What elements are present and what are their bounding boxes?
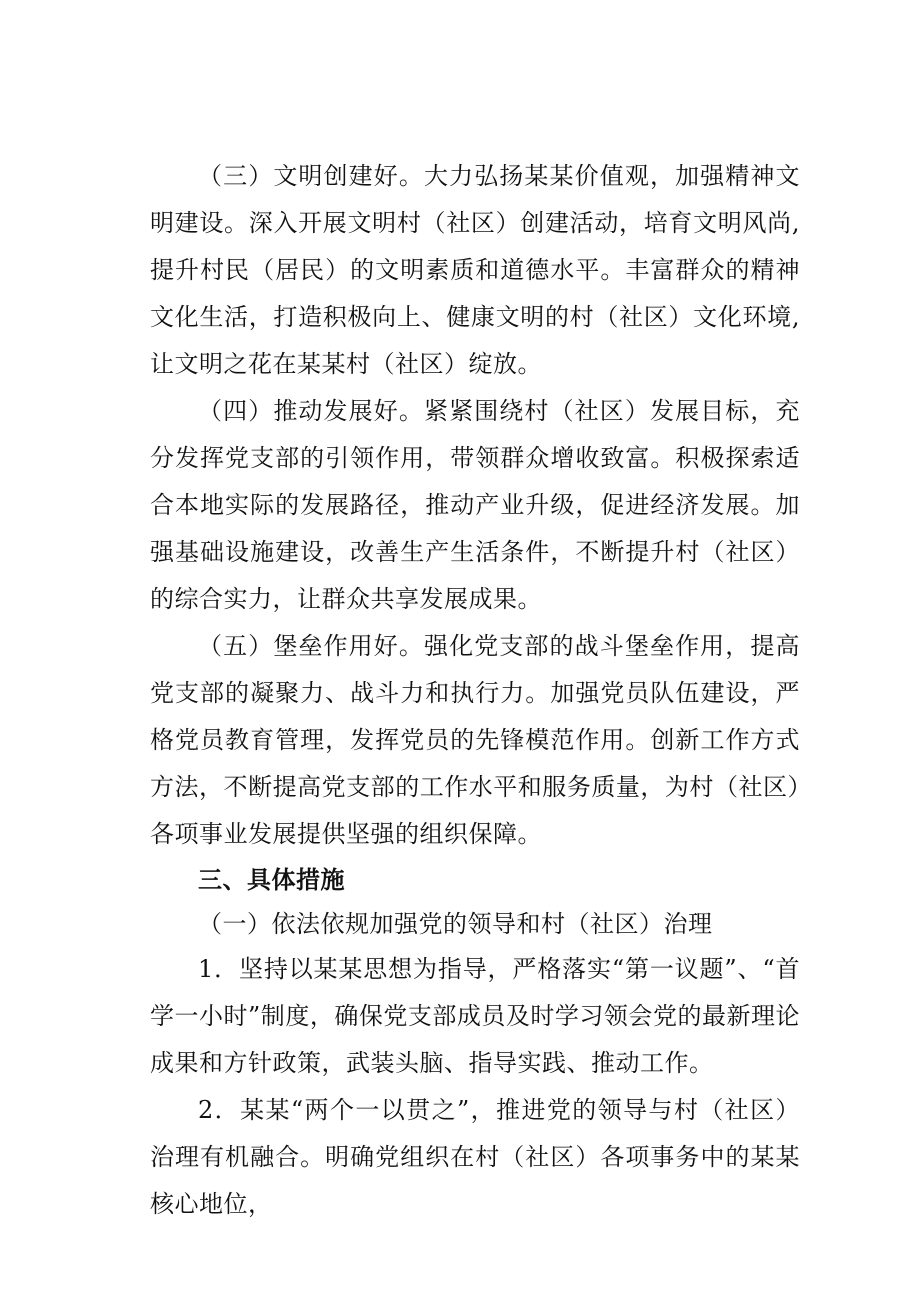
- document-body: [150, 153, 800, 1228]
- measure-item-2: 2．某某“两个一以贯之”，推进党的领导与村（社区）治理有机融合。明确党组织在村（社区）各项事务中的某某核心地位，: [150, 1096, 800, 1218]
- paragraph-development: （四）推动发展好。紧紧围绕村（社区）发展目标，充分发挥党支部的引领作用，带领群众增收致富。积极探索适合本地实际的发展路径，推动产业升级，促进经济发展。加强基础设施建设，改善生产生活条件，不断提升村（社区）的综合实力，让群众共享发展成果。: [150, 397, 800, 613]
- paragraph-fortress: （五）堡垒作用好。强化党支部的战斗堡垒作用，提高党支部的凝聚力、战斗力和执行力。加强党员队伍建设，严格党员教育管理，发挥党员的先锋模范作用。创新工作方式方法，不断提高党支部的工作水平和服务质量，为村（社区）各项事业发展提供坚强的组织保障。: [150, 632, 800, 848]
- measure-item-1: 1．坚持以某某思想为指导，严格落实“第一议题”、“首学一小时”制度，确保党支部成员及时学习领会党的最新理论成果和方针政策，武装头脑、指导实践、推动工作。: [150, 955, 800, 1077]
- paragraph-civilization: （三）文明创建好。大力弘扬某某价值观，加强精神文明建设。深入开展文明村（社区）创建活动，培育文明风尚,提升村民（居民）的文明素质和道德水平。丰富群众的精神文化生活，打造积极向上、健康文明的村（社区）文化环境,让文明之花在某某村（社区）绽放。: [150, 162, 800, 378]
- section-heading: 三、具体措施: [198, 866, 345, 894]
- subsection-heading: （一）依法依规加强党的领导和村（社区）治理: [198, 910, 713, 938]
